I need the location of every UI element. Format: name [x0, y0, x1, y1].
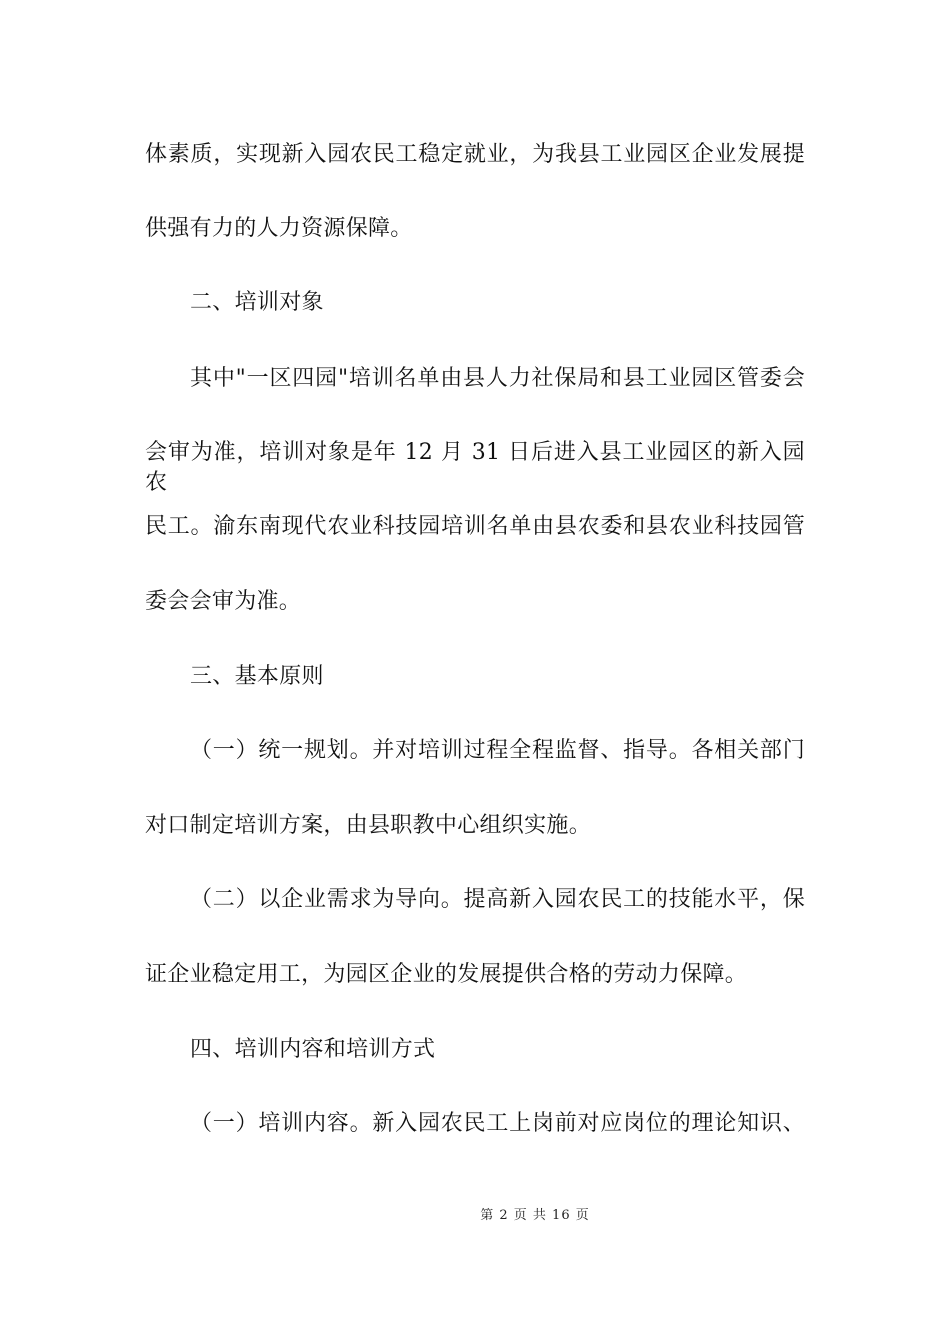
body-line: 其中"一区四园"培训名单由县人力社保局和县工业园区管委会 — [190, 366, 805, 391]
body-line: 对口制定培训方案，由县职教中心组织实施。 — [145, 813, 592, 838]
section-heading: 二、培训对象 — [190, 290, 324, 315]
body-line: 证企业稳定用工，为园区企业的发展提供合格的劳动力保障。 — [145, 962, 748, 987]
body-line: 供强有力的人力资源保障。 — [145, 216, 413, 241]
body-line: 体素质，实现新入园农民工稳定就业，为我县工业园区企业发展提 — [145, 142, 805, 167]
section-heading: 四、培训内容和培训方式 — [190, 1037, 436, 1062]
body-line: 会审为准，培训对象是年 12 月 31 日后进入县工业园区的新入园农 — [145, 440, 805, 495]
page-number: 第 2 页 共 16 页 — [480, 1208, 590, 1223]
body-line: 委会会审为准。 — [145, 589, 302, 614]
body-line: 民工。渝东南现代农业科技园培训名单由县农委和县农业科技园管 — [145, 514, 805, 539]
body-line: （一）培训内容。新入园农民工上岗前对应岗位的理论知识、 — [190, 1111, 805, 1136]
body-line: （二）以企业需求为导向。提高新入园农民工的技能水平，保 — [190, 887, 805, 912]
section-heading: 三、基本原则 — [190, 664, 324, 689]
body-line: （一）统一规划。并对培训过程全程监督、指导。各相关部门 — [190, 738, 805, 763]
